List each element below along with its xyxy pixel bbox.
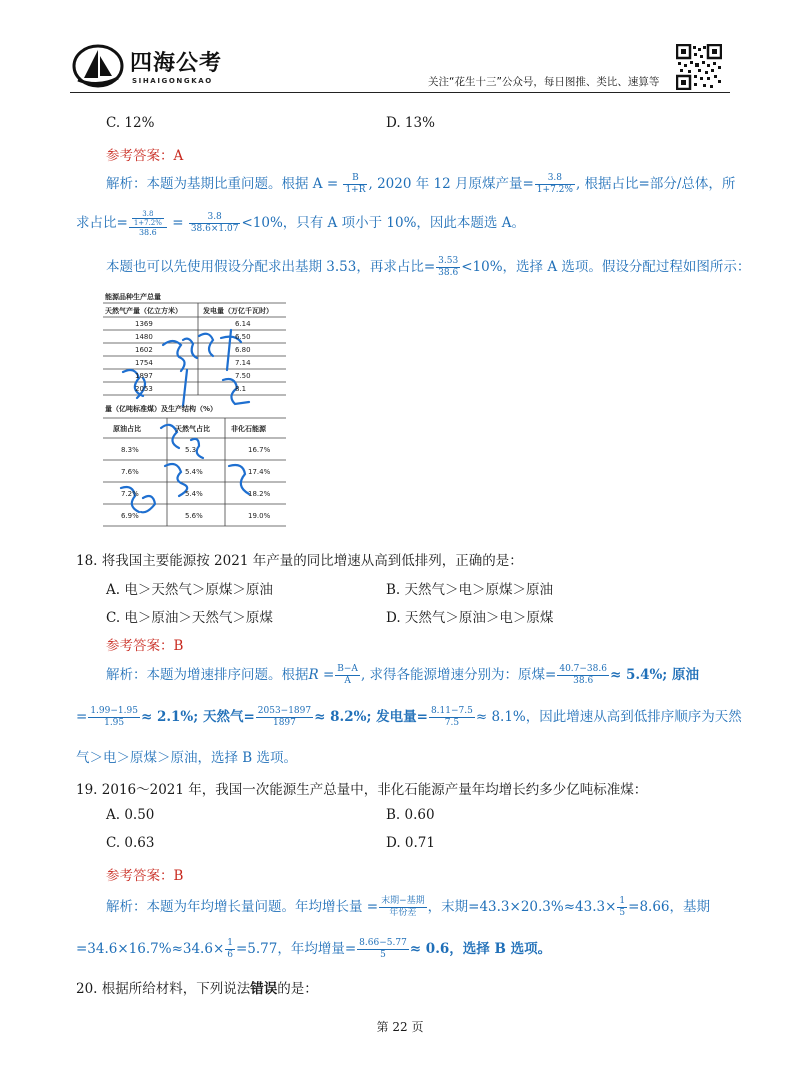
logo-icon	[72, 44, 124, 88]
fraction: $\frac{1.99-1.95}{1.95}$	[90, 706, 138, 728]
explanation-text: , 2020 年 12 月原煤产量=	[368, 176, 534, 192]
explanation-text: ≈ 2.1%; 天然气=	[140, 709, 255, 725]
option-c: C. 0.63	[106, 835, 155, 851]
table-cell: 5.6%	[185, 512, 203, 520]
explanation-text: =	[76, 709, 88, 725]
explanation-text: =34.6×16.7%≈34.6×	[76, 941, 225, 957]
fraction: $\frac{2053-1897}{1897}$	[257, 706, 312, 728]
explanation-text: , 求得各能源增速分别为：原煤=	[360, 667, 557, 683]
table-col-header: 天然气产量（亿立方米）	[105, 307, 182, 315]
table-cell: 1369	[135, 320, 153, 328]
explanation-text: R =	[308, 667, 335, 683]
question-stem: 19. 2016～2021 年，我国一次能源生产总量中，非化石能源产量年均增长约多少亿吨标准煤：	[76, 782, 648, 798]
explanation-text: <10%，选择 A 选项。假设分配过程如图所示：	[461, 259, 751, 275]
table-cell: 2053	[135, 385, 153, 393]
fraction: $\frac{\text{末期−基期}}{\text{年份差}}$	[381, 896, 425, 918]
table-cell: 7.6%	[121, 468, 139, 476]
table-cell: 5.4%	[185, 468, 203, 476]
table-col-header: 原油占比	[113, 425, 141, 433]
explanation-text: 解析：本题为年均增长量问题。年均增长量 =	[106, 899, 379, 915]
table-cell: 19.0%	[248, 512, 271, 520]
table-title: 能源品种生产总量	[105, 293, 161, 301]
table-cell: 8.1	[235, 385, 247, 393]
fraction: $\frac{\frac{3.8}{1+7.2\%}}{38.6}$	[129, 210, 167, 237]
table-cell: 7.14	[235, 359, 251, 367]
table-cell: 7.2%	[121, 490, 139, 498]
option-a: A. 0.50	[106, 807, 155, 823]
header-divider	[70, 92, 730, 93]
table-cell: 6.9%	[121, 512, 139, 520]
explanation-line: 气＞电＞原煤＞原油，选择 B 选项。	[76, 750, 298, 766]
explanation-text: =5.77，年均增量=	[235, 941, 357, 957]
table-cell: 1754	[135, 359, 153, 367]
question-stem: 20. 根据所给材料，下列说法错误的是：	[76, 981, 318, 997]
explanation-line	[106, 895, 710, 919]
explanation-text: ，末期=43.3×20.3%≈43.3×	[427, 899, 617, 915]
explanation-text: ≈ 8.1%，因此增速从高到低排序顺序为天然	[475, 709, 742, 725]
option-d: D. 天然气＞原油＞电＞原煤	[386, 610, 554, 626]
fraction: $\frac{3.8}{1+7.2\%}$	[536, 173, 573, 195]
option-c: C. 12%	[106, 115, 155, 131]
fraction: $\frac{8.66-5.77}{5}$	[359, 938, 407, 960]
table-cell: 6.50	[235, 333, 251, 341]
table-cell: 17.4%	[248, 468, 271, 476]
explanation-line	[106, 172, 735, 196]
explanation-line: 求占比= $\frac{\frac{3.8}{1+7.2\%}}{38.6}$ = $\frac{3.8}{38.6\times 1.07}$ <10%，只有 A 项小于 10%，因此本题选 A。	[76, 210, 525, 237]
answer-label: 参考答案：B	[106, 868, 184, 884]
table-cell: 1897	[135, 372, 153, 380]
option-d: D. 0.71	[386, 835, 435, 851]
table-col-header: 天然气占比	[175, 425, 210, 433]
explanation-text: ≈ 8.2%; 发电量=	[314, 709, 428, 725]
fraction: $\frac{3.8}{38.6\times 1.07}$	[190, 212, 239, 234]
table-cell: 16.7%	[248, 446, 271, 454]
handwritten-table-image	[103, 290, 286, 527]
brand-name: 四海公考	[130, 51, 223, 76]
explanation-text: =8.66，基期	[628, 899, 711, 915]
option-b: B. 天然气＞电＞原煤＞原油	[386, 582, 554, 598]
explanation-text: , 根据占比=部分/总体，所	[575, 176, 736, 192]
header-tagline: 关注“花生十三”公众号，每日图推、类比、速算等	[428, 76, 660, 88]
table-title: 量（亿吨标准煤）及生产结构（%）	[105, 405, 218, 413]
answer-label: 参考答案：B	[106, 638, 184, 654]
explanation-text: 求占比=	[76, 215, 128, 231]
explanation-text: ≈ 0.6，选择 B 选项。	[409, 941, 552, 957]
fraction: $\frac{40.7-38.6}{38.6}$	[559, 664, 607, 686]
explanation-text: 解析：本题为增速排序问题。根据	[106, 667, 309, 683]
fraction: $\frac{B}{1+R}$	[345, 173, 366, 195]
explanation-line	[76, 705, 742, 729]
table-cell: 8.3%	[121, 446, 139, 454]
explanation-text: 本题也可以先使用假设分配求出基期 3.53，再求占比=	[106, 259, 436, 275]
table-cell: 6.14	[235, 320, 251, 328]
qr-code-icon	[676, 44, 722, 90]
fraction: $\frac{1}{5}$	[619, 896, 626, 918]
table-cell: 6.80	[235, 346, 251, 354]
table-cell: 7.50	[235, 372, 251, 380]
answer-label: 参考答案：A	[106, 148, 184, 164]
option-d: D. 13%	[386, 115, 435, 131]
fraction: $\frac{B-A}{A}$	[337, 664, 358, 686]
option-c: C. 电＞原油＞天然气＞原煤	[106, 610, 273, 626]
explanation-text: ≈ 5.4%; 原油	[609, 667, 699, 683]
table-col-header: 发电量（万亿千瓦时）	[203, 307, 273, 315]
table-cell: 1602	[135, 346, 153, 354]
page-number: 第 22 页	[376, 1020, 424, 1034]
explanation-line	[106, 663, 699, 687]
table-cell: 1480	[135, 333, 153, 341]
table-cell: 5.3	[185, 446, 197, 454]
table-cell: 5.4%	[185, 490, 203, 498]
fraction: $\frac{3.53}{38.6}$	[438, 256, 459, 278]
fraction: $\frac{8.11-7.5}{7.5}$	[430, 706, 473, 728]
option-a: A. 电＞天然气＞原煤＞原油	[106, 582, 273, 598]
question-stem: 18. 将我国主要能源按 2021 年产量的同比增速从高到低排列，正确的是：	[76, 553, 523, 569]
brand-subtitle: SIHAIGONGKAO	[132, 77, 213, 85]
table-cell: 18.2%	[248, 490, 271, 498]
table-col-header: 非化石能源	[231, 425, 266, 433]
explanation-text: 解析：本题为基期比重问题。根据 A =	[106, 176, 343, 192]
explanation-line	[76, 937, 551, 961]
fraction: $\frac{1}{6}$	[227, 938, 233, 960]
explanation-text: <10%，只有 A 项小于 10%，因此本题选 A。	[241, 215, 525, 231]
explanation-line	[106, 255, 750, 279]
option-b: B. 0.60	[386, 807, 435, 823]
